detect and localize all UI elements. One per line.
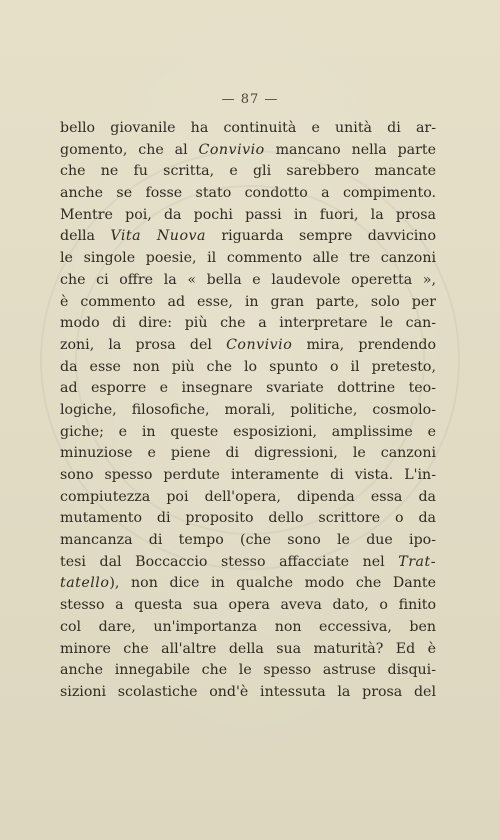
text-line — [60, 443, 436, 465]
text-line — [60, 313, 436, 335]
text-segment: logiche, filosofiche, morali, politiche, cosmolo- — [60, 401, 436, 418]
page-number: — 87 — — [221, 92, 279, 107]
text-line — [60, 205, 436, 227]
italic-title-text: Convivio — [198, 141, 265, 158]
text-line — [60, 183, 436, 205]
text-segment: ), non dice in qualche modo che Dante — [109, 575, 436, 592]
text-segment: mancanza di tempo (che sono le due ipo- — [60, 532, 436, 549]
text-segment: zoni, la prosa del — [60, 336, 227, 353]
text-segment: della — [60, 228, 111, 245]
text-line — [60, 508, 436, 530]
text-segment: che ne fu scritta, e gli sarebbero mancate — [60, 163, 436, 180]
text-segment: le singole poesie, il commento alle tre canzoni — [60, 250, 436, 267]
body-text — [60, 118, 436, 704]
text-line — [60, 552, 436, 574]
text-segment: anche se fosse stato condotto a compimento. — [60, 185, 436, 202]
text-line — [60, 617, 436, 639]
text-segment: tesi dal Boccaccio stesso affacciate nel — [60, 553, 399, 570]
text-line — [60, 422, 436, 444]
text-line — [60, 118, 436, 140]
text-segment: da esse non più che lo spunto o il pretesto, — [60, 358, 436, 375]
text-line — [60, 270, 436, 292]
text-line — [60, 682, 436, 704]
text-line — [60, 378, 436, 400]
text-segment: Mentre poi, da pochi passi in fuori, la prosa — [60, 206, 436, 223]
text-line — [60, 639, 436, 661]
text-line — [60, 161, 436, 183]
text-segment: mutamento di proposito dello scrittore o da — [60, 510, 436, 527]
text-segment: stesso a questa sua opera aveva dato, o finito — [60, 597, 436, 614]
text-line — [60, 248, 436, 270]
text-line — [60, 400, 436, 422]
text-line — [60, 465, 436, 487]
text-segment: giche; e in queste esposizioni, amplissime e — [60, 423, 436, 440]
text-segment: compiutezza poi dell'opera, dipenda essa da — [60, 488, 436, 505]
text-segment: ad esporre e insegnare svariate dottrine teo- — [60, 380, 436, 397]
text-segment: anche innegabile che le spesso astruse disqui- — [60, 662, 436, 679]
text-line — [60, 357, 436, 379]
text-line — [60, 573, 436, 595]
text-segment: minuziose e piene di digressioni, le canzoni — [60, 445, 436, 462]
italic-title-text: Trat- — [398, 553, 436, 570]
italic-title-text: tatello — [60, 575, 110, 592]
text-segment: bello giovanile ha continuità e unità di ar- — [60, 120, 436, 136]
text-segment: col dare, un'importanza non eccessiva, ben — [60, 618, 436, 635]
italic-title-text: Vita Nuova — [110, 228, 206, 245]
text-segment: mira, prendendo — [292, 336, 436, 353]
text-line — [60, 335, 436, 357]
text-line — [60, 292, 436, 314]
text-segment: minore che all'altre della sua maturità? Ed è — [60, 640, 436, 657]
text-segment: sizioni scolastiche ond'è intessuta la prosa del — [60, 683, 436, 700]
text-segment: è commento ad esse, in gran parte, solo per — [60, 293, 436, 310]
text-segment: che ci offre la « bella e laudevole operetta », — [60, 271, 436, 288]
text-line — [60, 660, 436, 682]
text-line — [60, 226, 436, 248]
text-segment: gomento, che al — [60, 141, 199, 158]
italic-title-text: Convivio — [226, 336, 293, 353]
text-segment: mancano nella parte — [264, 141, 436, 158]
text-segment: sono spesso perdute interamente di vista. L'in- — [60, 467, 436, 483]
text-segment: modo di dire: più che a interpretare le can- — [60, 315, 436, 332]
text-segment: riguarda sempre davvicino — [205, 228, 436, 245]
text-line — [60, 487, 436, 509]
text-line — [60, 595, 436, 617]
text-line — [60, 140, 436, 162]
text-line — [60, 530, 436, 552]
